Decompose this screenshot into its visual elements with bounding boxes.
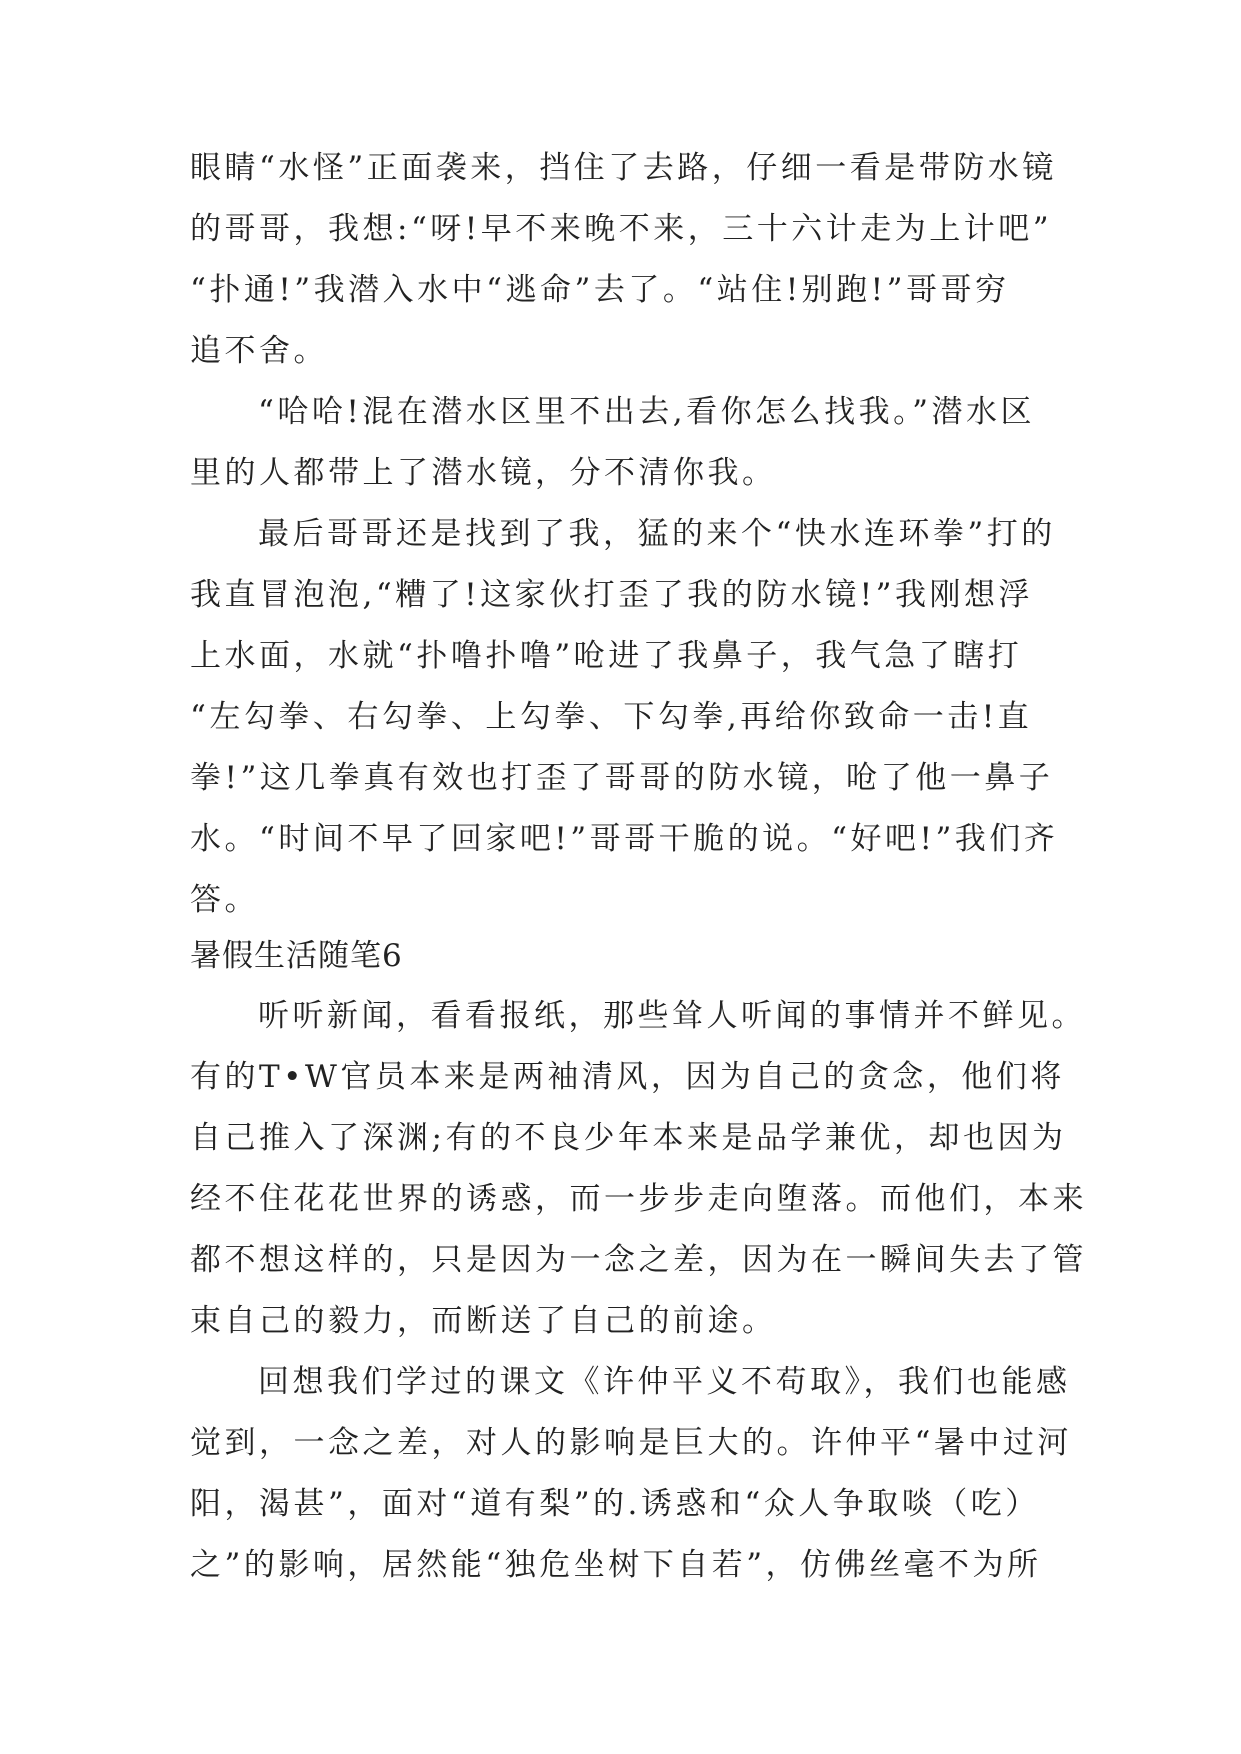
text-line: 自己推入了深渊;有的不良少年本来是品学兼优，却也因为 [190, 1120, 1067, 1156]
text-line: “左勾拳、右勾拳、上勾拳、下勾拳,再给你致命一击!直 [190, 699, 1033, 735]
text-line: 都不想这样的，只是因为一念之差，因为在一瞬间失去了管 [190, 1242, 1087, 1278]
text-line: 追不舍。 [190, 333, 328, 369]
text-line: 上水面，水就“扑噜扑噜”呛进了我鼻子，我气急了瞎打 [190, 638, 1023, 674]
text-line: 之”的影响，居然能“独危坐树下自若”，仿佛丝毫不为所 [190, 1547, 1042, 1583]
text-line: 里的人都带上了潜水镜，分不清你我。 [190, 455, 777, 491]
text-line: 回想我们学过的课文《许仲平义不苟取》，我们也能感 [258, 1364, 1071, 1400]
text-line: 觉到，一念之差，对人的影响是巨大的。许仲平“暑中过河 [190, 1425, 1072, 1461]
text-line: 水。“时间不早了回家吧!”哥哥干脆的说。“好吧!”我们齐 [190, 821, 1059, 857]
text-line: 答。 [190, 882, 259, 918]
text-line: 束自己的毅力，而断送了自己的前途。 [190, 1303, 777, 1339]
text-line: 的哥哥，我想:“呀!早不来晚不来，三十六计走为上计吧” [190, 211, 1053, 247]
text-line: 听听新闻，看看报纸，那些耸人听闻的事情并不鲜见。 [258, 998, 1086, 1034]
text-line: 拳!”这几拳真有效也打歪了哥哥的防水镜，呛了他一鼻子 [190, 760, 1054, 796]
text-line: 阳，渴甚”，面对“道有梨”的.诱惑和“众人争取啖（吃） [190, 1486, 1040, 1522]
text-line: 眼睛“水怪”正面袭来，挡住了去路，仔细一看是带防水镜 [190, 150, 1057, 186]
text-line: “扑通!”我潜入水中“逃命”去了。“站住!别跑!”哥哥穷 [190, 272, 1010, 308]
text-line: 有的T•W官员本来是两袖清风，因为自己的贪念，他们将 [190, 1059, 1065, 1095]
text-line: 经不住花花世界的诱惑，而一步步走向堕落。而他们，本来 [190, 1181, 1087, 1217]
text-line: 最后哥哥还是找到了我，猛的来个“快水连环拳”打的 [258, 516, 1056, 552]
text-line: 我直冒泡泡,“糟了!这家伙打歪了我的防水镜!”我刚想浮 [190, 577, 1033, 613]
text-line: “哈哈!混在潜水区里不出去,看你怎么找我。”潜水区 [258, 394, 1036, 430]
section-heading: 暑假生活随笔6 [190, 938, 403, 974]
